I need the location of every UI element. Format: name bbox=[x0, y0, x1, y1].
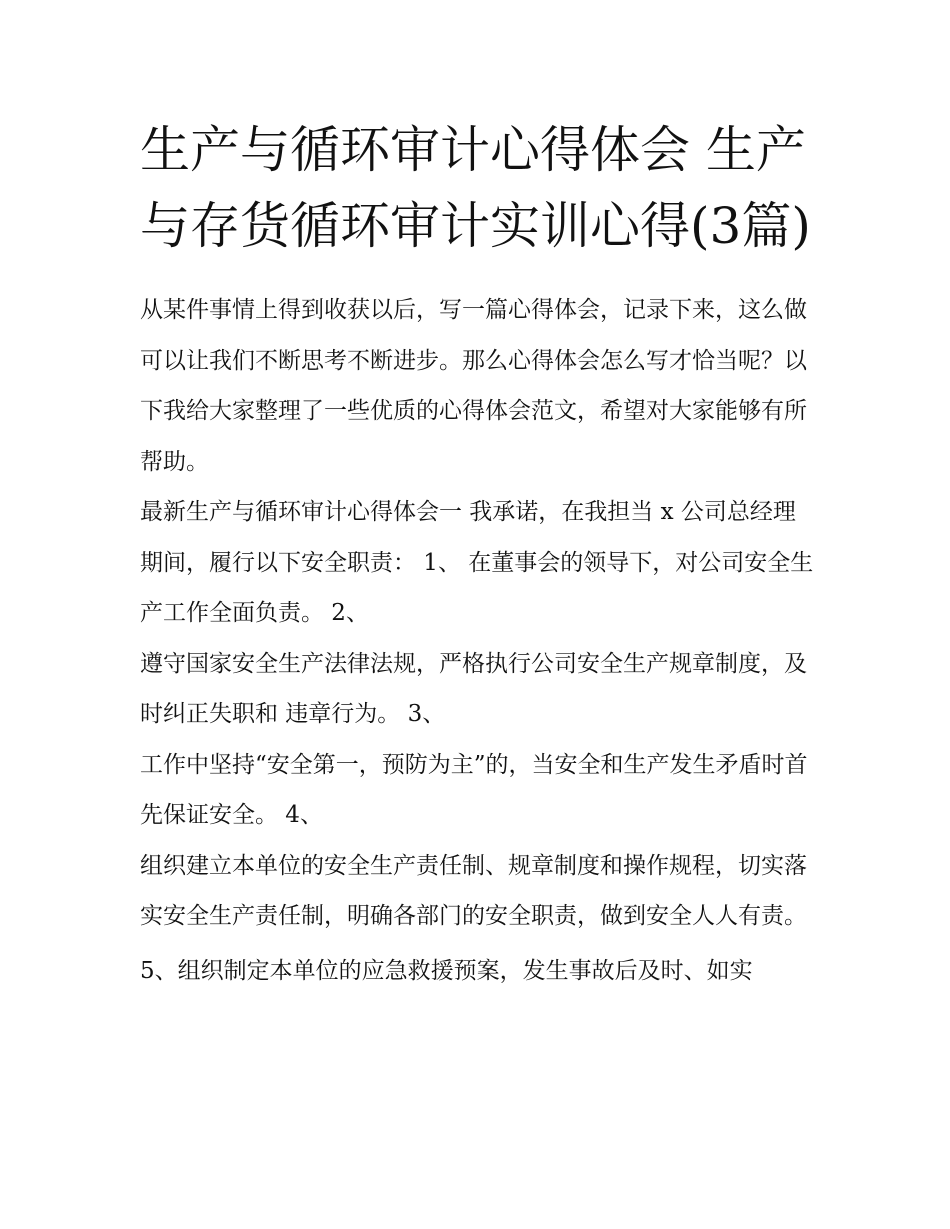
intro-paragraph: 从某件事情上得到收获以后，写一篇心得体会，记录下来，这么做可以让我们不断思考不断进步。那么心得体会怎么写才恰当呢？以下我给大家整理了一些优质的心得体会范文，希望对大家能够有所帮助。 bbox=[140, 297, 807, 475]
document-title: 生产与循环审计心得体会 生产与存货循环审计实训心得(3篇) bbox=[140, 121, 811, 255]
body-paragraph: 最新生产与循环审计心得体会一 我承诺，在我担当 x 公司总经理期间，履行以下安全职责： 1、 在董事会的领导下，对公司安全生产工作全面负责。 2、 bbox=[140, 499, 814, 626]
body-paragraph: 遵守国家安全生产法律法规，严格执行公司安全生产规章制度，及时纠正失职和 违章行为。 3、 bbox=[140, 650, 807, 727]
body-paragraph: 工作中坚持“安全第一，预防为主”的，当安全和生产发生矛盾时首先保证安全。 4、 bbox=[140, 751, 808, 828]
document-body bbox=[140, 112, 816, 996]
body-paragraph: 5、组织制定本单位的应急救援预案，发生事故后及时、如实 bbox=[140, 957, 753, 984]
body-paragraph: 组织建立本单位的安全生产责任制、规章制度和操作规程，切实落实安全生产责任制，明确各部门的安全职责，做到安全人人有责。 bbox=[140, 852, 807, 929]
